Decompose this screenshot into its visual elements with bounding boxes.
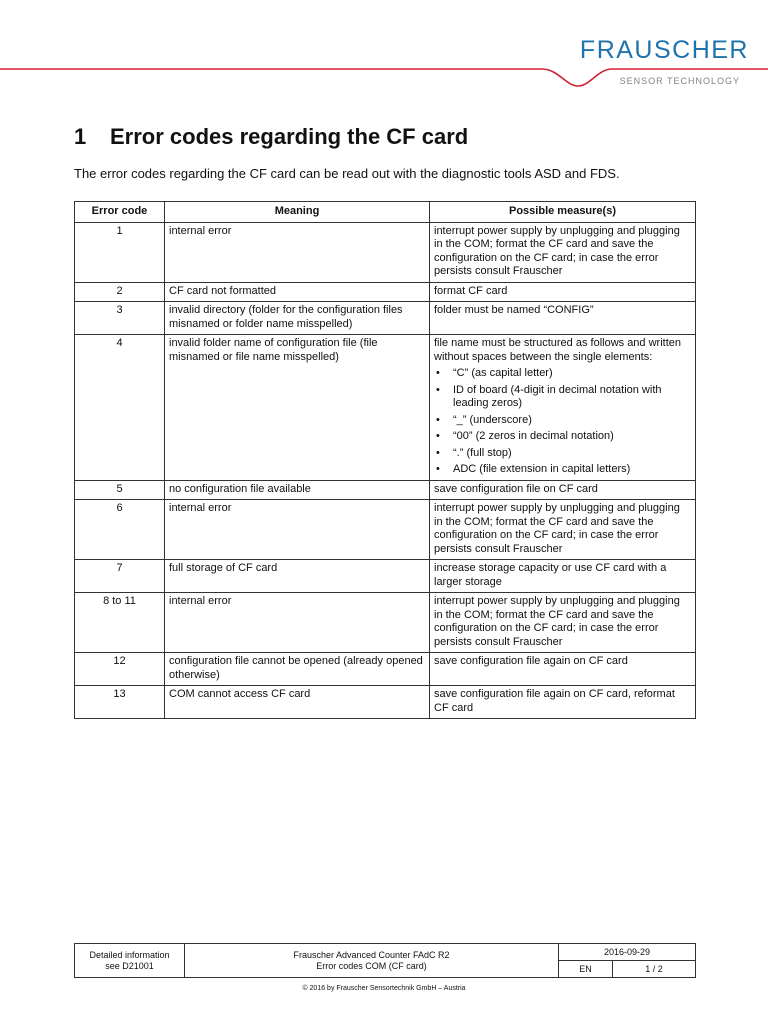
brand-logo: FRAUSCHER xyxy=(579,36,749,64)
detailed-info-label: Detailed information xyxy=(89,949,170,960)
measure-cell: save configuration file again on CF card, reformat CF card xyxy=(430,686,696,719)
meaning-cell: invalid directory (folder for the configuration files misnamed or folder name misspelled) xyxy=(165,302,430,335)
table-row xyxy=(75,222,696,282)
table-row xyxy=(75,282,696,302)
list-item: • “.” (full stop) xyxy=(434,447,691,461)
document-title-cell xyxy=(185,944,559,978)
measure-cell xyxy=(430,335,696,481)
detailed-info-reference: see D21001 xyxy=(105,960,154,971)
brand-header xyxy=(0,0,768,100)
meaning-cell: CF card not formatted xyxy=(165,282,430,302)
error-code-cell: 7 xyxy=(75,560,165,593)
section-title: Error codes regarding the CF card xyxy=(110,124,469,149)
table-row xyxy=(75,593,696,653)
error-code-cell: 3 xyxy=(75,302,165,335)
table-row xyxy=(75,302,696,335)
list-item: • “00” (2 zeros in decimal notation) xyxy=(434,430,691,444)
filename-rules-list xyxy=(434,367,691,477)
table-row xyxy=(75,686,696,719)
meaning-cell: internal error xyxy=(165,593,430,653)
table-header-row xyxy=(75,202,696,223)
table-row xyxy=(75,480,696,500)
section-number: 1 xyxy=(74,124,87,149)
error-code-cell: 6 xyxy=(75,500,165,560)
measure-cell: folder must be named “CONFIG” xyxy=(430,302,696,335)
page-number: 1 / 2 xyxy=(613,961,696,978)
error-code-cell: 13 xyxy=(75,686,165,719)
document-footer-table xyxy=(74,943,696,978)
measure-cell: interrupt power supply by unplugging and plugging in the COM; format the CF card and save the configuration on the CF card; in case the error persists consult Frauscher xyxy=(430,500,696,560)
meaning-cell: internal error xyxy=(165,500,430,560)
copyright-notice: © 2016 by Frauscher Sensortechnik GmbH – Austria xyxy=(302,985,466,992)
error-code-table xyxy=(74,201,696,719)
document-subject: Error codes COM (CF card) xyxy=(316,960,427,971)
error-code-cell: 12 xyxy=(75,653,165,686)
column-header-meaning: Meaning xyxy=(165,202,430,223)
measure-cell: increase storage capacity or use CF card with a larger storage xyxy=(430,560,696,593)
list-item: • “C” (as capital letter) xyxy=(434,367,691,381)
section-heading xyxy=(74,124,468,150)
measure-cell: save configuration file again on CF card xyxy=(430,653,696,686)
list-item: • ADC (file extension in capital letters) xyxy=(434,463,691,477)
document-language: EN xyxy=(559,961,613,978)
measure-cell: format CF card xyxy=(430,282,696,302)
meaning-cell: internal error xyxy=(165,222,430,282)
column-header-error-code: Error code xyxy=(75,202,165,223)
table-row xyxy=(75,500,696,560)
table-row xyxy=(75,560,696,593)
intro-text: The error codes regarding the CF card can be read out with the diagnostic tools ASD and FDS. xyxy=(74,166,620,181)
document-product-name: Frauscher Advanced Counter FAdC R2 xyxy=(293,949,450,960)
error-code-cell: 8 to 11 xyxy=(75,593,165,653)
document-date: 2016-09-29 xyxy=(559,944,696,961)
detailed-info-cell xyxy=(75,944,185,978)
measure-intro-text: file name must be structured as follows and written without spaces between the single elements: xyxy=(434,337,682,363)
meaning-cell: no configuration file available xyxy=(165,480,430,500)
meaning-cell: full storage of CF card xyxy=(165,560,430,593)
error-code-cell: 2 xyxy=(75,282,165,302)
meaning-cell: configuration file cannot be opened (already opened otherwise) xyxy=(165,653,430,686)
measure-cell: save configuration file on CF card xyxy=(430,480,696,500)
measure-cell: interrupt power supply by unplugging and plugging in the COM; format the CF card and save the configuration on the CF card; in case the error persists consult Frauscher xyxy=(430,222,696,282)
measure-cell: interrupt power supply by unplugging and plugging in the COM; format the CF card and save the configuration on the CF card; in case the error persists consult Frauscher xyxy=(430,593,696,653)
error-code-cell: 4 xyxy=(75,335,165,481)
error-code-cell: 5 xyxy=(75,480,165,500)
meaning-cell: COM cannot access CF card xyxy=(165,686,430,719)
list-item: • “_” (underscore) xyxy=(434,414,691,428)
meaning-cell: invalid folder name of configuration file (file misnamed or file name misspelled) xyxy=(165,335,430,481)
table-row xyxy=(75,335,696,481)
column-header-measures: Possible measure(s) xyxy=(430,202,696,223)
list-item: • ID of board (4-digit in decimal notation with leading zeros) xyxy=(434,384,691,411)
table-row xyxy=(75,653,696,686)
error-code-cell: 1 xyxy=(75,222,165,282)
brand-tagline: SENSOR TECHNOLOGY xyxy=(619,76,740,86)
